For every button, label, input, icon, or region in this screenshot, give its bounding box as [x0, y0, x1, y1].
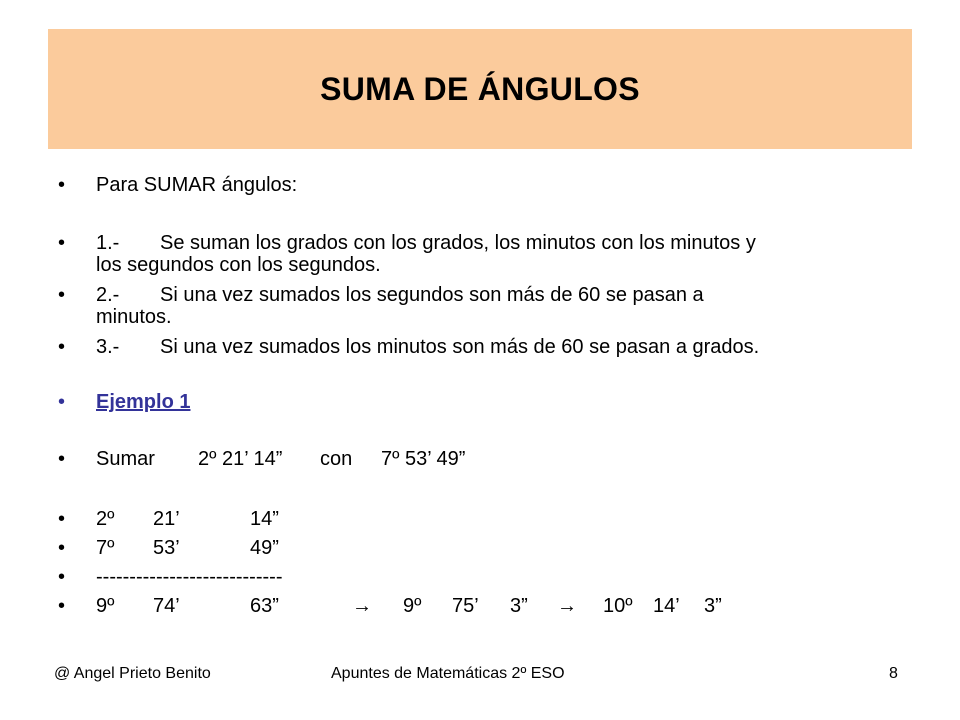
bullet: • — [58, 508, 66, 530]
step-text: Si una vez sumados los segundos son más de 60 se pasan a — [160, 284, 704, 306]
right-arrow-icon: → — [352, 595, 372, 617]
result-step3-seconds: 3” — [704, 595, 722, 617]
bullet: • — [58, 284, 66, 306]
row-seconds: 14” — [250, 508, 279, 530]
bullet: • — [58, 232, 66, 254]
slide-title: SUMA DE ÁNGULOS — [320, 70, 640, 107]
result-minutes: 74’ — [153, 595, 180, 617]
result-seconds: 63” — [250, 595, 279, 617]
row-degrees: 7º — [96, 537, 115, 559]
footer-page-number: 8 — [889, 665, 898, 682]
step-text-continued: los segundos con los segundos. — [96, 254, 381, 276]
bullet: • — [58, 595, 66, 617]
result-step2-degrees: 9º — [403, 595, 422, 617]
sum-con: con — [320, 448, 353, 470]
result-degrees: 9º — [96, 595, 115, 617]
bullet: • — [58, 391, 66, 413]
row-minutes: 21’ — [153, 508, 180, 530]
result-step3-degrees: 10º — [603, 595, 633, 617]
row-seconds: 49” — [250, 537, 279, 559]
bullet: • — [58, 566, 66, 588]
result-step2-minutes: 75’ — [452, 595, 479, 617]
step-number: 1.- — [96, 232, 120, 254]
bullet: • — [58, 537, 66, 559]
row-minutes: 53’ — [153, 537, 180, 559]
bullet: • — [58, 174, 66, 196]
step-text: Si una vez sumados los minutos son más de 60 se pasan a grados. — [160, 336, 760, 358]
intro-text: Para SUMAR ángulos: — [96, 174, 298, 196]
step-text: Se suman los grados con los grados, los minutos con los minutos y — [160, 232, 756, 254]
sum-operand-a: 2º 21’ 14” — [198, 448, 283, 470]
sum-operand-b: 7º 53’ 49” — [381, 448, 466, 470]
sum-verb: Sumar — [96, 448, 155, 470]
example-link[interactable]: Ejemplo 1 — [96, 391, 191, 413]
bullet: • — [58, 336, 66, 358]
step-text-continued: minutos. — [96, 306, 172, 328]
footer-course: Apuntes de Matemáticas 2º ESO — [331, 665, 565, 682]
footer-author: @ Angel Prieto Benito — [54, 665, 211, 682]
result-step3-minutes: 14’ — [653, 595, 680, 617]
bullet: • — [58, 448, 66, 470]
right-arrow-icon: → — [557, 595, 577, 617]
row-degrees: 2º — [96, 508, 115, 530]
separator-line: ---------------------------- — [96, 566, 283, 588]
step-number: 2.- — [96, 284, 120, 306]
result-step2-seconds: 3” — [510, 595, 528, 617]
title-banner — [48, 29, 912, 149]
step-number: 3.- — [96, 336, 120, 358]
